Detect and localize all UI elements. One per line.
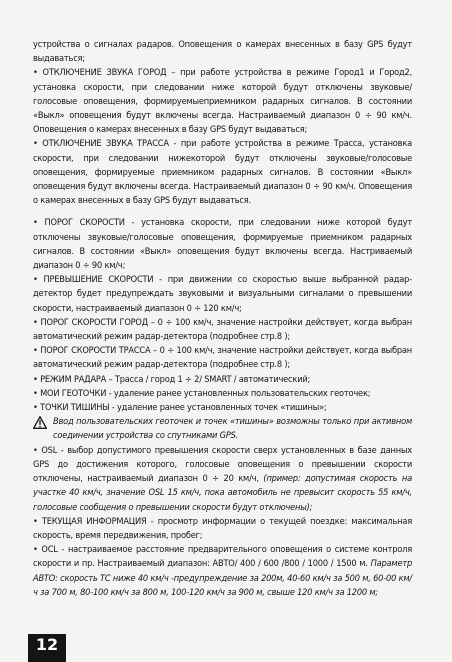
paragraph-current-info: • ТЕКУЩАЯ ИНФОРМАЦИЯ - просмотр информации о текущей поездке: максимальная скорость, время передвижения, пробег; [33,515,412,541]
paragraph-silence-points: • ТОЧКИ ТИШИНЫ - удаление ранее установленных точек «тишины»; [33,402,327,414]
paragraph-my-geopoints: • МОИ ГЕОТОЧКИ - удаление ранее установленных пользовательских геоточек; [33,387,371,399]
paragraph-threshold-highway: • ПОРОГ СКОРОСТИ ТРАССА – 0 ÷ 100 км/ч, значение настройки действует, когда выбран автоматический режим радар-детектора (подробнее стр.8 ); [33,345,412,371]
manual-page-text [33,38,412,600]
paragraph-radar-mode: • РЕЖИМ РАДАРА – Трасса / город 1 ÷ 2/ SMART / автоматический; [33,373,311,385]
osl-text: • OSL - выбор допустимого превышения скорости сверх установленных в базе данных GPS до достижения которого, голосовые оповещения о превышении скорости отключены, настраиваемый диапазон 0 ÷ 20 км/ч, [33,444,412,485]
paragraph-osl [33,444,412,515]
paragraph-mute-city: • ОТКЛЮЧЕНИЕ ЗВУКА ГОРОД – при работе устройства в режиме Город1 и Город2, установка скорости, при следовании ниже которой будут отключены звуковые/голосовые оповещения, формируемыеприемником радарных сигналов. В состоянии «Выкл» оповещения будут включены всегда. Настраиваемый диапазон 0 ÷ 90 км/ч. Оповещения о камерах внесенных в базу GPS будут выдаваться; [33,67,412,136]
paragraph-threshold-city: • ПОРОГ СКОРОСТИ ГОРОД – 0 ÷ 100 км/ч, значение настройки действует, когда выбран автоматический режим радар-детектора (подробнее стр.8 ); [33,316,412,343]
paragraph-radar-continuation: устройства о сигналах радаров. Оповещения о камерах внесенных в базу GPS будут выдаваться; [33,39,412,65]
warning-triangle-icon [33,416,47,429]
paragraph-ocl [33,543,412,600]
paragraph-speed-threshold: • ПОРОГ СКОРОСТИ - установка скорости, при следовании ниже которой будут отключены звуковые/голосовые оповещения, формируемые приемником радарных сигналов. В состоянии «Выкл» оповещения будут включены всегда. Настриваемый диапазон 0 ÷ 90 км/ч; [33,217,412,272]
ocl-example: Параметр АВТО: скорость ТС ниже 40 км/ч -предупреждение за 200м, 40-60 км/ч за 500 м, 60-00 км/ч за 700 м, 80-100 км/ч за 800 м, 100-120 км/ч за 900 м, свыше 120 км/ч за 1200 м; [33,558,412,598]
page-number-badge: 12 [28,634,66,662]
ocl-text: • OCL - настраиваемое расстояние предварительного оповещения о системе контроля скорости и пр. Настраиваемый диапазон: АВТО/ 400 / 600 /800 / 1000 / 1500 м. [33,544,412,570]
paragraph-speed-excess: • ПРЕВЫШЕНИЕ СКОРОСТИ - при движении со скоростью выше выбранной радар-детектор будет предупреждать звуковыми и визуальными сигналами о превышении скорости, настраиваемый диапазон 0 ÷ 120 км/ч; [33,274,412,314]
gps-warning-note [33,415,412,443]
paragraph-mute-highway: • ОТКЛЮЧЕНИЕ ЗВУКА ТРАССА - при работе устройства в режиме Трасса, установка скорости, при следовании нижекоторой будут отключены звуковые/голосовые оповещения, формируемые приемником радарных сигналов. В состоянии «Выкл» оповещения будут включены всегда. Настраиваемый диапазон 0 ÷ 90 км/ч. Оповещения о камерах внесенных в базу GPS будут выдаваться. [33,138,412,207]
osl-example: (пример: допустимая скорость на участке 40 км/ч, значение OSL 15 км/ч, пока автомобиль не превысит скорость 55 км/ч, голосовые сообщения о превышении скорости будут отключены); [33,473,412,513]
warning-text: Ввод пользовательских геоточек и точек «тишины» возможны только при активном соединении устройства со спутниками GPS. [53,416,412,442]
